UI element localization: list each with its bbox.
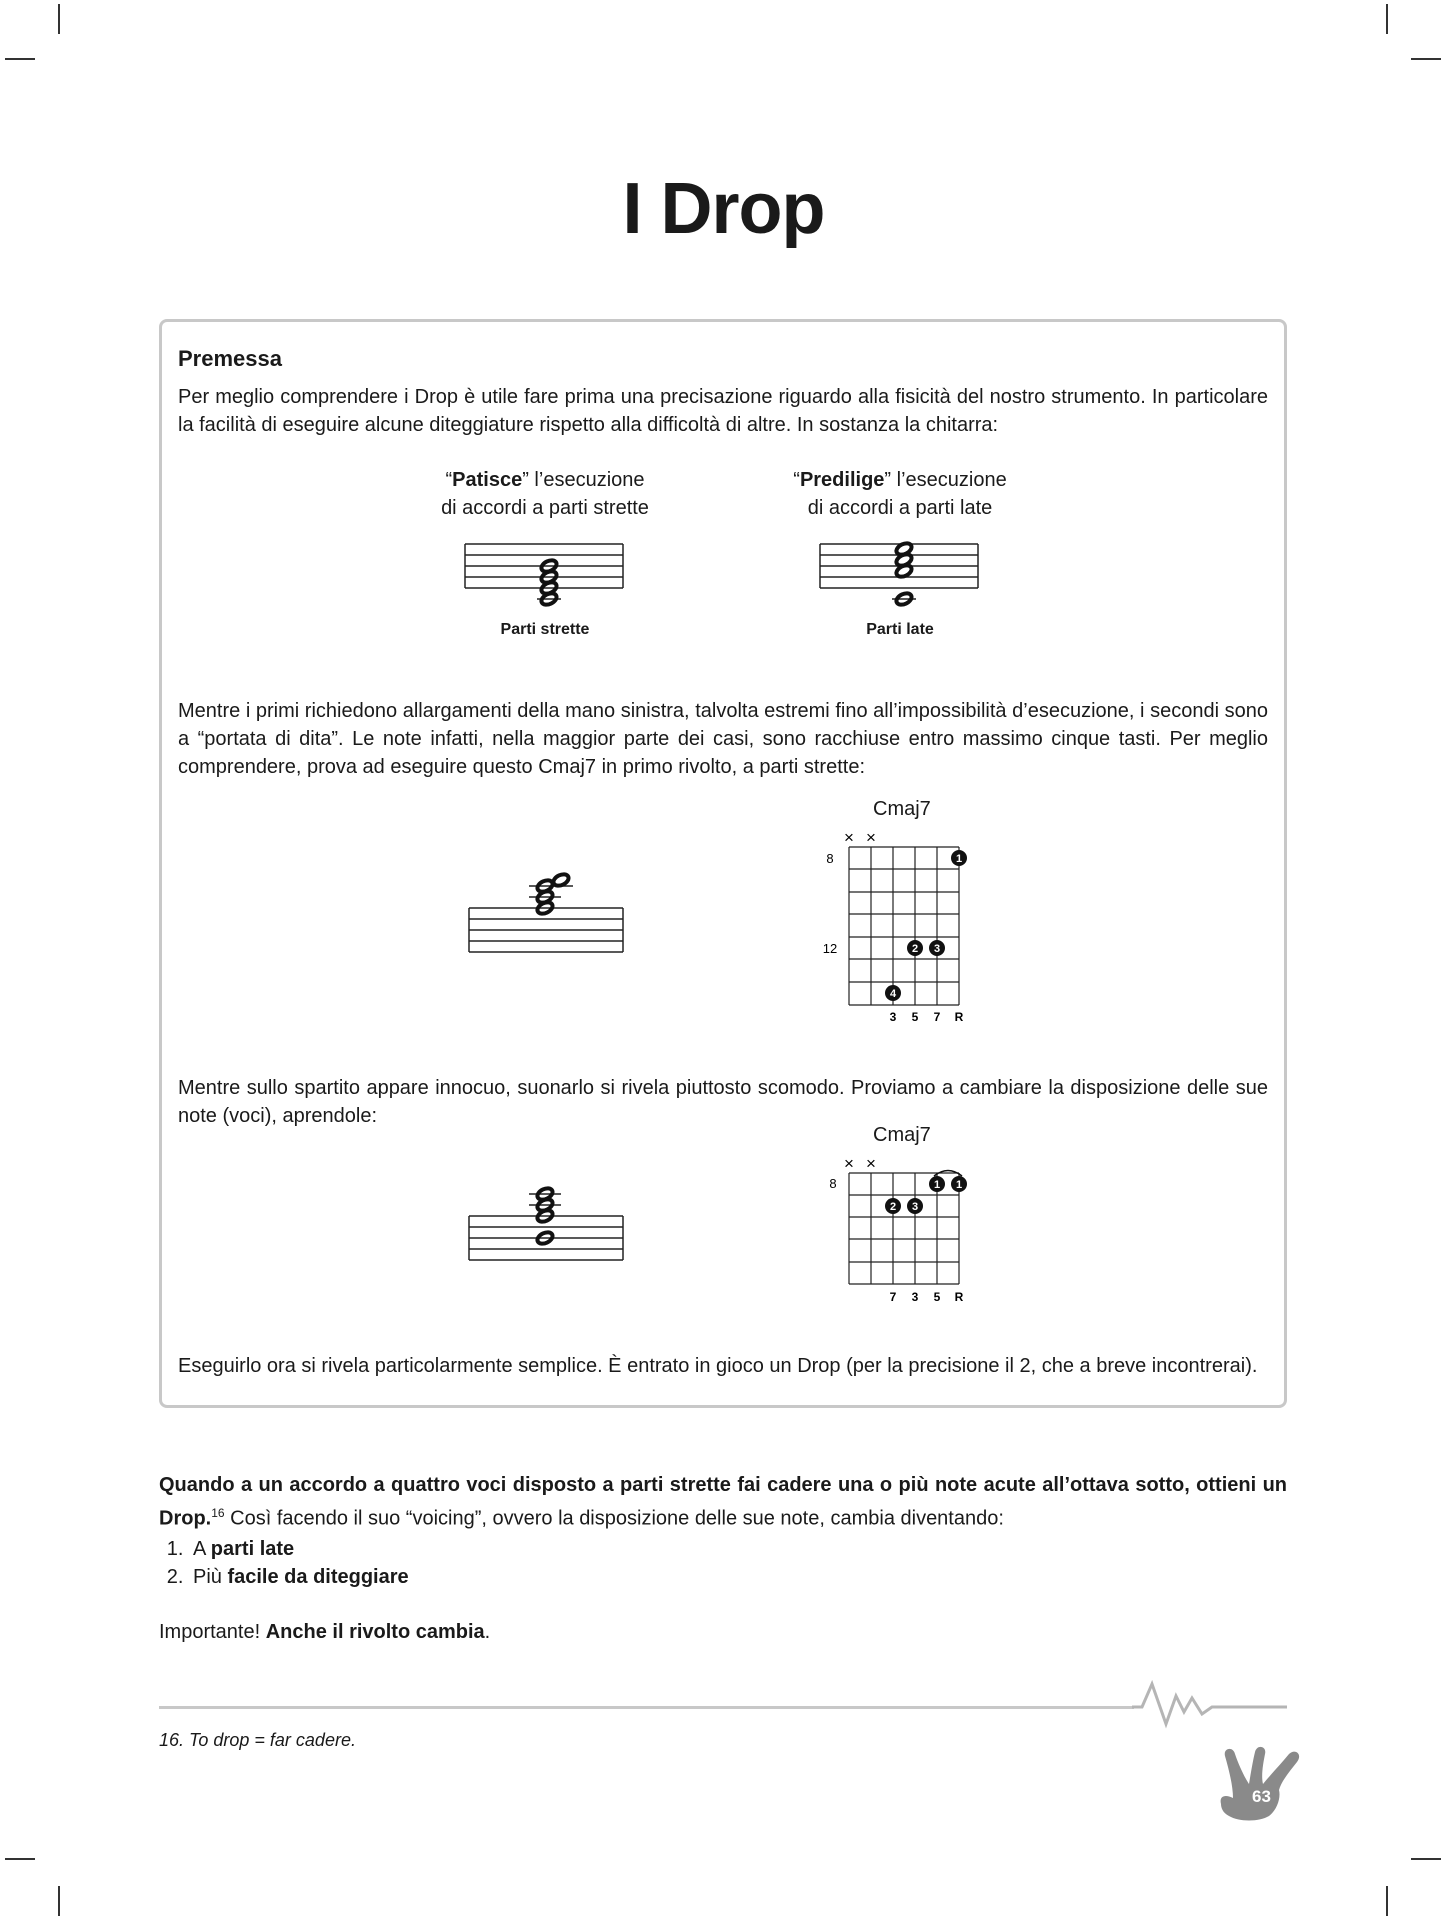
staff-cmaj7-close (469, 870, 629, 955)
premessa-para2: Mentre i primi richiedono allargamenti della mano sinistra, talvolta estremi fino all’impossibilità d’esecuzione, i secondi sono a “portata di dita”. Le note infatti, nella maggior parte dei casi, sono racchiuse entro massimo cinque tasti. Per meglio comprendere, prova ad eseguire questo Cmaj7 in primo rivolto, a parti strette: (178, 700, 1268, 778)
crop-mark (5, 1858, 35, 1860)
crop-mark (1411, 1858, 1441, 1860)
left-quote: “Patisce” l’esecuzione di accordi a parti strette (441, 469, 649, 519)
zigzag-icon (1132, 1680, 1287, 1730)
chord1-fret-label: 12 (822, 941, 838, 956)
staff-cmaj7-drop (469, 1184, 629, 1264)
finger-number: 2 (911, 943, 919, 955)
chord1-mute-icon: × (866, 828, 876, 847)
finger-number: 3 (911, 1201, 919, 1213)
footnote-text: 16. To drop = far cadere. (159, 1730, 356, 1750)
premessa-intro: Per meglio comprendere i Drop è utile fare prima una precisazione riguardo alla fisicità del nostro strumento. In particolare la facilità di eseguire alcune diteggiature rispetto alla difficoltà di altre. In sostanza la chitarra: (178, 386, 1268, 436)
chord2-diagram (820, 1151, 980, 1304)
important-note: Importante! Anche il rivolto cambia. (159, 1621, 491, 1643)
crop-mark (58, 4, 60, 34)
list-item: 2. Più facile da diteggiare (189, 1563, 409, 1591)
caption-parti-late: Parti late (866, 621, 934, 638)
finger-number: 1 (955, 1179, 963, 1191)
finger-number: 3 (933, 943, 941, 955)
predilige-word: Predilige (799, 469, 885, 491)
interval-label: R (954, 1290, 964, 1304)
list-item: 1. A parti late (189, 1535, 409, 1563)
chord1-fret-label: 8 (826, 851, 834, 866)
drop-definition (159, 1471, 1287, 1533)
chord1-name: Cmaj7 (873, 798, 931, 820)
interval-label: 3 (889, 1010, 897, 1024)
crop-mark (1386, 4, 1388, 34)
premessa-heading: Premessa (178, 346, 282, 371)
chord2-fret-label: 8 (829, 1176, 837, 1191)
crop-mark (5, 58, 35, 60)
chord2-name: Cmaj7 (873, 1124, 931, 1146)
footnote-ref: 16 (211, 1506, 225, 1520)
page-number: 63 (1252, 1787, 1271, 1806)
crop-mark (58, 1886, 60, 1916)
finger-number: 1 (955, 853, 963, 865)
chord1-diagram (820, 825, 980, 1025)
caption-parti-strette: Parti strette (500, 621, 590, 638)
footer-rule (159, 1706, 1134, 1709)
interval-label: R (954, 1010, 964, 1024)
drop-definition-rest: Così facendo il suo “voicing”, ovvero la disposizione delle sue note, cambia diventando: (224, 1507, 1004, 1530)
patisce-word: Patisce (452, 469, 523, 491)
crop-mark (1386, 1886, 1388, 1916)
right-quote: “Predilige” l’esecuzione di accordi a parti late (793, 469, 1007, 519)
page-badge-icon (1215, 1742, 1307, 1824)
interval-label: 7 (889, 1290, 897, 1304)
interval-label: 5 (911, 1010, 919, 1024)
chord2-mute-icon: × (844, 1154, 854, 1173)
finger-number: 1 (933, 1179, 941, 1191)
crop-mark (1411, 58, 1441, 60)
premessa-box (159, 319, 1287, 1408)
staff-parti-strette (465, 542, 625, 612)
interval-label: 7 (933, 1010, 941, 1024)
interval-label: 3 (911, 1290, 919, 1304)
page-title: I Drop (622, 169, 825, 249)
premessa-para3: Mentre sullo spartito appare innocuo, suonarlo si rivela piuttosto scomodo. Proviamo a cambiare la disposizione delle sue note (voci), aprendole: (178, 1077, 1268, 1127)
chord1-mute-icon: × (844, 828, 854, 847)
drop-definition-bold: Quando a un accordo a quattro voci disposto a parti strette fai cadere una o più note acute all’ottava sotto, ottieni un Drop. (159, 1474, 1287, 1530)
drop-properties-list (159, 1535, 409, 1591)
staff-parti-late (820, 542, 980, 612)
finger-number: 2 (889, 1201, 897, 1213)
finger-number: 4 (889, 988, 897, 1000)
premessa-para4: Eseguirlo ora si rivela particolarmente semplice. È entrato in gioco un Drop (per la precisione il 2, che a breve incontrerai). (178, 1355, 1258, 1377)
chord2-mute-icon: × (866, 1154, 876, 1173)
interval-label: 5 (933, 1290, 941, 1304)
